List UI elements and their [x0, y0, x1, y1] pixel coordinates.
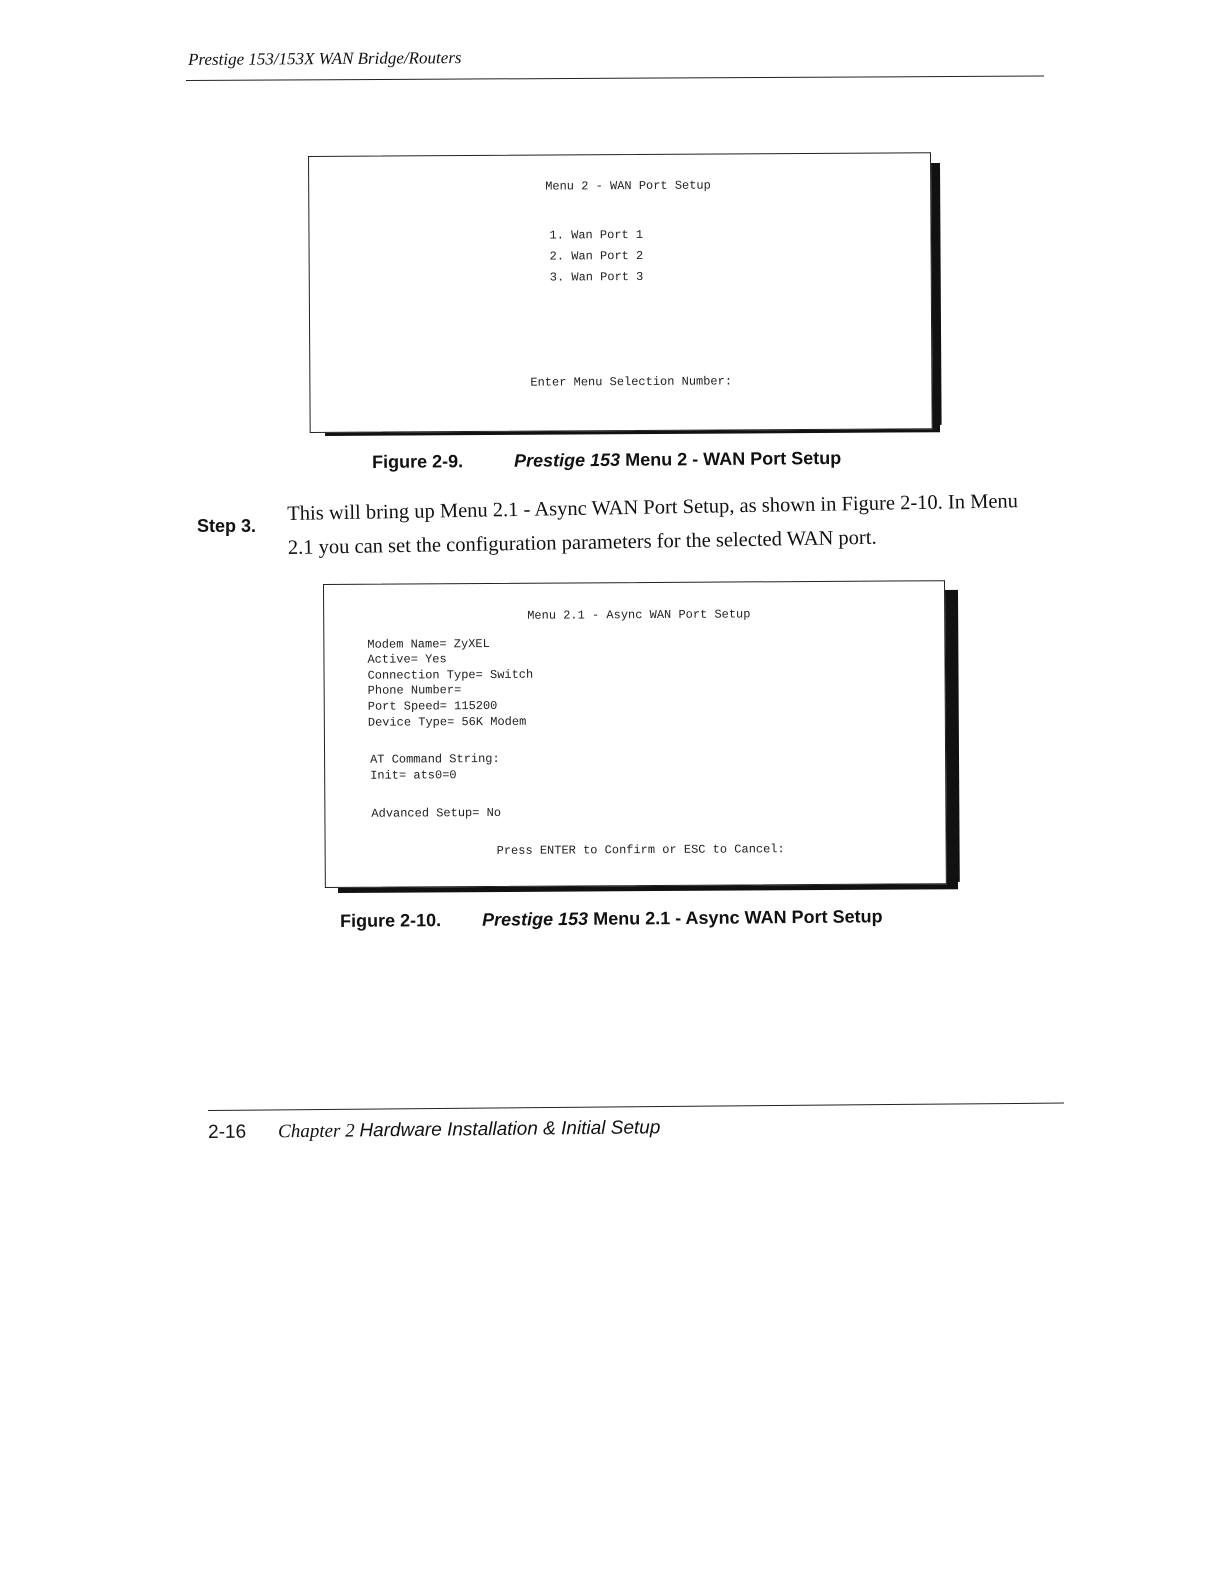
step-label: Step 3. [197, 516, 257, 536]
running-header: Prestige 153/153X WAN Bridge/Routers [188, 48, 462, 69]
setting-field: Device Type= 56K Modem [367, 714, 527, 730]
menu-item: 2. Wan Port 2 [549, 248, 644, 264]
figure-title: Menu 2 - WAN Port Setup [620, 447, 842, 470]
figure-title: Menu 2.1 - Async WAN Port Setup [588, 906, 883, 929]
setting-field: Port Speed= 115200 [367, 698, 498, 714]
page-number: 2-16 [208, 1121, 247, 1143]
figure-number: Figure 2-10. [340, 910, 442, 931]
menu-item: 1. Wan Port 1 [549, 227, 644, 243]
menu2-1-screen [323, 580, 947, 888]
figure-product: Prestige 153 [481, 908, 589, 930]
setting-field: Active= Yes [367, 652, 447, 667]
footer-rule [208, 1103, 1064, 1111]
menu-prompt: Enter Menu Selection Number: [530, 374, 733, 390]
setting-field: Phone Number= [367, 683, 462, 698]
setting-field: Modem Name= ZyXEL [367, 636, 490, 652]
step-text: This will bring up Menu 2.1 - Async WAN Port Setup, as shown in Figure 2-10. In Menu 2.1 you can set the configuration parameters for the selected WAN port. [287, 490, 1019, 559]
advanced-setup-field: Advanced Setup= No [371, 805, 502, 821]
figure-product: Prestige 153 [513, 449, 621, 471]
menu-prompt: Press ENTER to Confirm or ESC to Cancel: [496, 842, 785, 858]
setting-field: Connection Type= Switch [367, 667, 534, 683]
chapter-title: Hardware Installation & Initial Setup [359, 1117, 661, 1142]
at-command-label: AT Command String: [370, 751, 500, 767]
header-rule [186, 76, 1044, 81]
figure-caption [340, 906, 883, 932]
menu-title: Menu 2.1 - Async WAN Port Setup [527, 607, 751, 623]
chapter-label: Chapter 2 [277, 1120, 360, 1143]
init-string: Init= ats0=0 [370, 768, 457, 783]
menu-title: Menu 2 - WAN Port Setup [545, 178, 711, 194]
menu-item: 3. Wan Port 3 [549, 269, 644, 285]
figure-number: Figure 2-9. [372, 451, 464, 472]
page-footer [208, 1117, 660, 1144]
menu2-screen [308, 152, 933, 433]
figure-caption [372, 448, 841, 473]
